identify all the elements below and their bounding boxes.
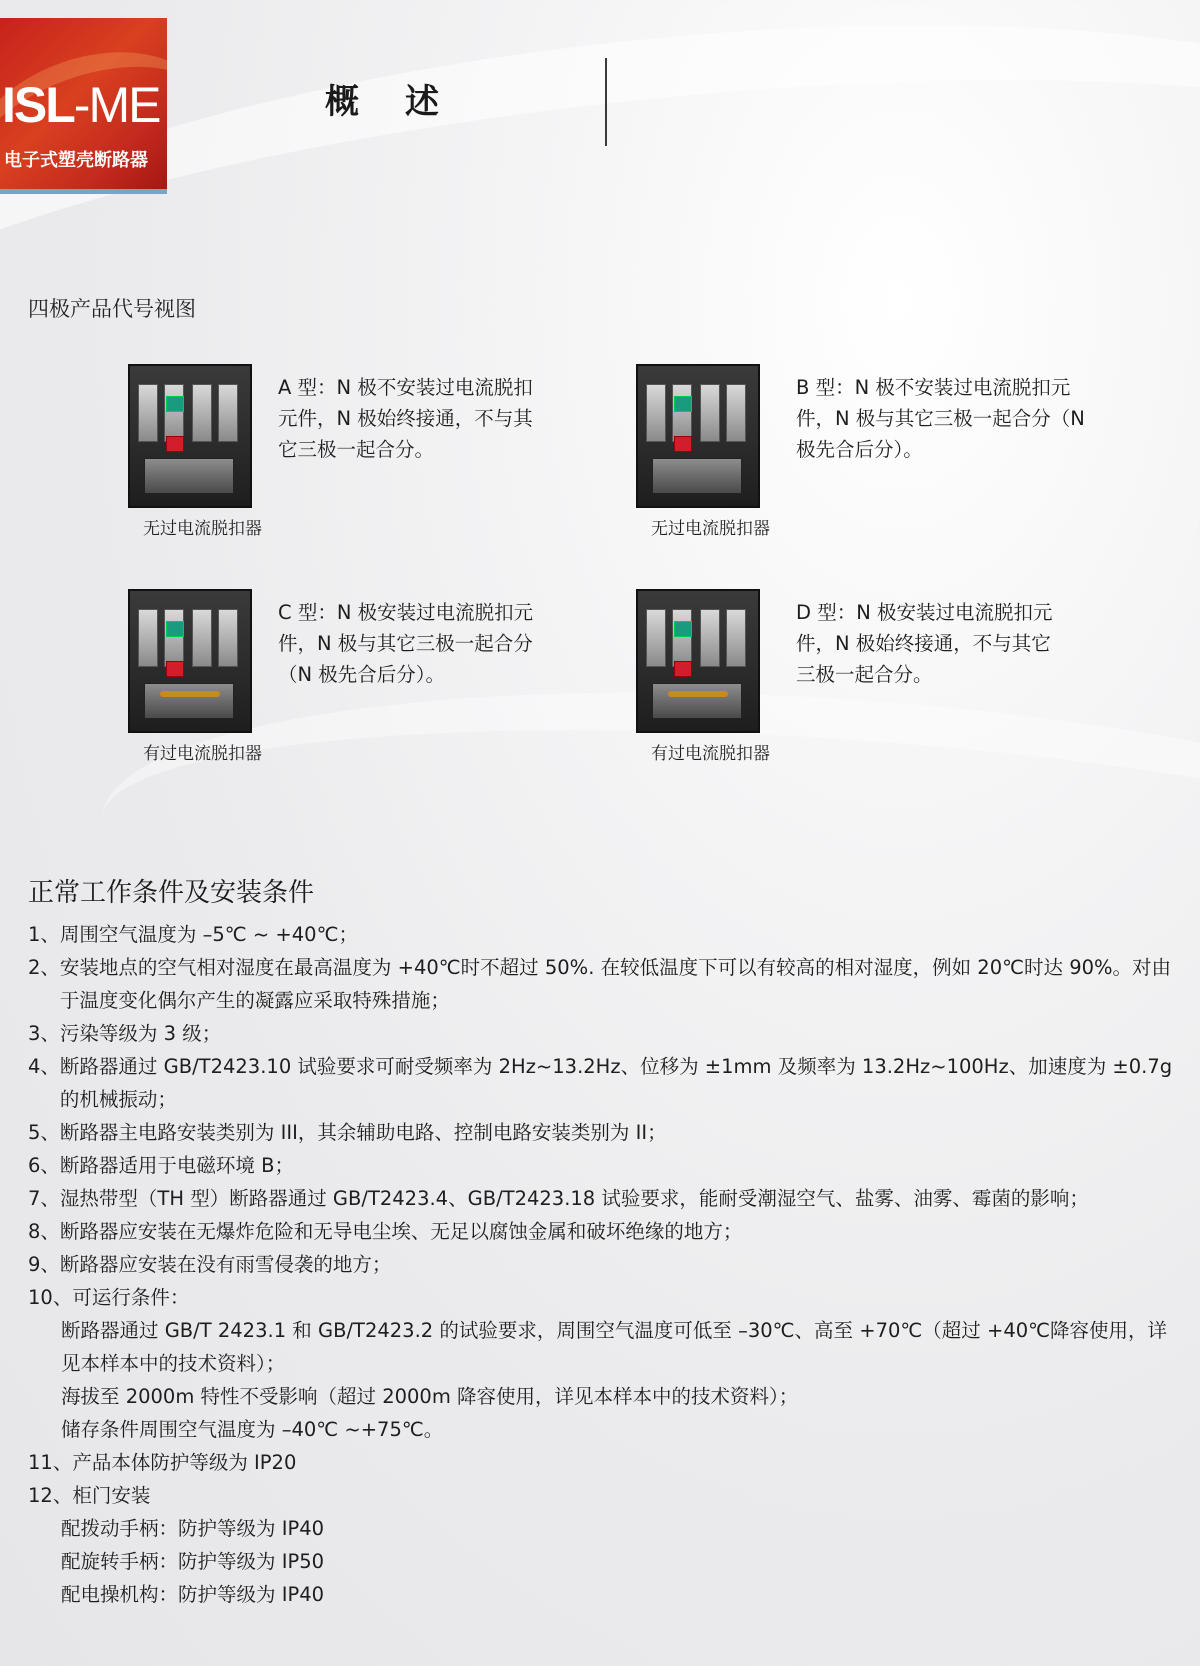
logo-subtitle: 电子式塑壳断路器 [4,150,148,171]
breaker-image [128,589,252,733]
list-subitem: 配电操机构：防护等级为 IP40 [61,1583,325,1606]
list-item: 11、 产品本体防护等级为 IP20 [28,1451,297,1474]
variant-d [536,589,1053,799]
list-subitem: 储存条件周围空气温度为 –40℃ ~+75℃。 [61,1418,444,1441]
variant-description: B 型：N 极不安装过电流脱扣元件，N 极与其它三极一起合分（N 极先合后分）。 [796,376,1085,461]
variant-caption: 无过电流脱扣器 [651,519,770,539]
four-pole-heading: 四极产品代号视图 [28,297,196,321]
list-item: 4、 断路器通过 GB/T2423.10 试验要求可耐受频率为 2Hz~13.2Hz、位移为 ±1mm 及频率为 13.2Hz~100Hz、加速度为 ±0.7g 的机械振动； [28,1055,1173,1111]
variant-caption: 有过电流脱扣器 [651,744,770,764]
variant-a [28,364,533,574]
list-item: 10、 可运行条件： [28,1286,190,1309]
list-item: 7、 湿热带型（TH 型）断路器通过 GB/T2423.4、GB/T2423.18 试验要求，能耐受潮湿空气、盐雾、油雾、霉菌的影响； [28,1187,1089,1210]
list-item: 1、 周围空气温度为 –5℃ ~ +40℃； [28,923,358,946]
variant-b [536,364,1085,574]
page-title: 概述 [325,82,485,122]
list-subitem: 海拔至 2000m 特性不受影响（超过 2000m 降容使用，详见本样本中的技术资料）； [61,1385,799,1408]
list-item: 2、 安装地点的空气相对湿度在最高温度为 +40℃时不超过 50%. 在较低温度下可以有较高的相对湿度，例如 20℃时达 90%。对由于温度变化偶尔产生的凝露应采取特殊措施； [28,956,1172,1012]
variant-description: D 型：N 极安装过电流脱扣元件，N 极始终接通，不与其它三极一起合分。 [796,601,1053,686]
breaker-image [636,364,760,508]
list-item: 9、 断路器应安装在没有雨雪侵袭的地方； [28,1253,392,1276]
list-item: 5、 断路器主电路安装类别为 III，其余辅助电路、控制电路安装类别为 II； [28,1121,667,1144]
list-item: 3、 污染等级为 3 级； [28,1022,222,1045]
brand-logo [0,18,167,194]
variant-caption: 无过电流脱扣器 [143,519,262,539]
list-item: 8、 断路器应安装在无爆炸危险和无导电尘埃、无足以腐蚀金属和破坏绝缘的地方； [28,1220,743,1243]
variant-description: A 型：N 极不安装过电流脱扣元件，N 极始终接通，不与其它三极一起合分。 [278,376,533,461]
variant-description: C 型：N 极安装过电流脱扣元件，N 极与其它三极一起合分（N 极先合后分）。 [278,601,534,686]
logo-brand-text: ISL-ME [2,77,160,133]
list-subitem: 断路器通过 GB/T 2423.1 和 GB/T2423.2 的试验要求，周围空气温度可低至 –30℃、高至 +70℃（超过 +40℃降容使用，详见本样本中的技术资料）； [61,1319,1168,1375]
list-subitem: 配拨动手柄：防护等级为 IP40 [61,1517,325,1540]
variant-c [28,589,534,799]
list-item: 6、 断路器适用于电磁环境 B； [28,1154,294,1177]
conditions-heading: 正常工作条件及安装条件 [28,878,315,908]
conditions-list [28,918,1178,1611]
title-divider [605,58,607,146]
variant-caption: 有过电流脱扣器 [143,744,262,764]
list-item: 12、 柜门安装 [28,1484,151,1507]
breaker-image [128,364,252,508]
list-subitem: 配旋转手柄：防护等级为 IP50 [61,1550,325,1573]
breaker-image [636,589,760,733]
